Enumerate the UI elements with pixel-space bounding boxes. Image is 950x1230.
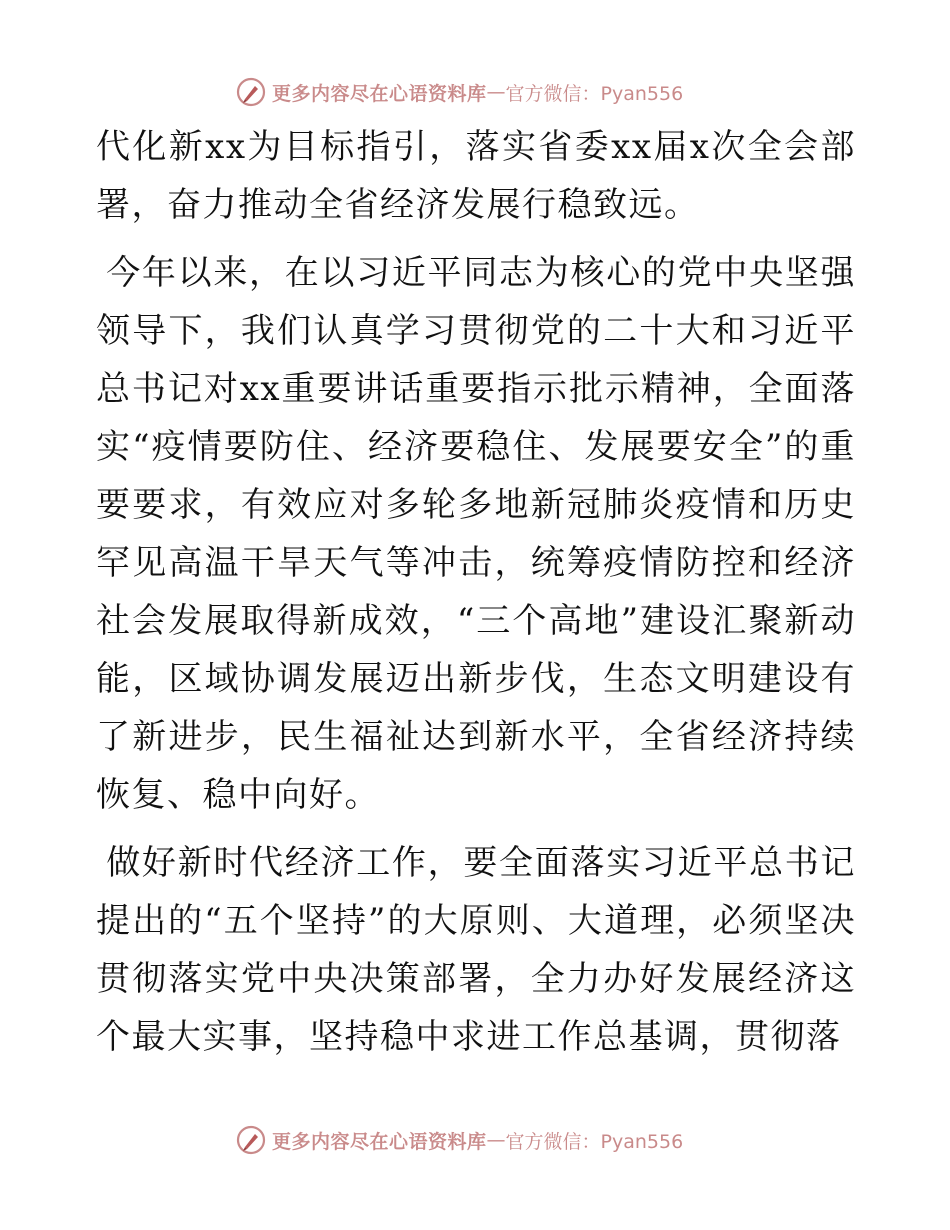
document-body <box>96 118 856 1076</box>
watermark-text: 更多内容尽在心语资料库 <box>272 82 487 105</box>
footer-watermark <box>236 1122 683 1158</box>
watermark-separator: — <box>486 81 506 103</box>
watermark-text: 更多内容尽在心语资料库 <box>272 1130 487 1153</box>
paragraph-1: 代化新xx为目标指引，落实省委xx届x次全会部署，奋力推动全省经济发展行稳致远。 <box>96 127 856 225</box>
fountain-pen-icon <box>236 77 266 107</box>
header-watermark <box>236 74 683 110</box>
watermark-separator: — <box>486 1129 506 1151</box>
fountain-pen-icon <box>236 1125 266 1155</box>
paragraph-2: 今年以来，在以习近平同志为核心的党中央坚强领导下，我们认真学习贯彻党的二十大和习近平总书记对xx重要讲话重要指示批示精神，全面落实“疫情要防住、经济要稳住、发展要安全”的重要要求，有效应对多轮多地新冠肺炎疫情和历史罕见高温干旱天气等冲击，统筹疫情防控和经济社会发展取得新成效，“三个高地”建设汇聚新动能，区域协调发展迈出新步伐，生态文明建设有了新进步，民生福祉达到新水平，全省经济持续恢复、稳中向好。 <box>96 253 856 815</box>
watermark-contact: 官方微信：Pyan556 <box>505 82 684 105</box>
watermark-contact: 官方微信：Pyan556 <box>505 1130 684 1153</box>
paragraph-3: 做好新时代经济工作，要全面落实习近平总书记提出的“五个坚持”的大原则、大道理，必须坚决贯彻落实党中央决策部署，全力办好发展经济这个最大实事，坚持稳中求进工作总基调，贯彻落 <box>96 843 856 1057</box>
